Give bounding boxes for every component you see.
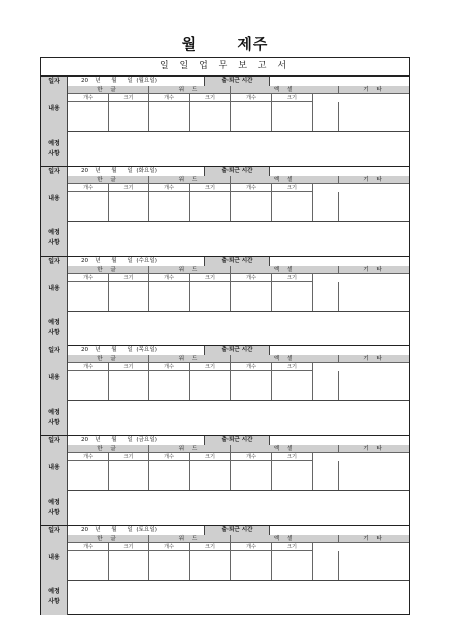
work-grid — [68, 86, 409, 131]
hangul-count-field[interactable] — [68, 461, 109, 490]
hangul-size-field[interactable] — [109, 371, 149, 400]
day-section — [41, 167, 409, 257]
word-count-field[interactable] — [149, 461, 190, 490]
word-size-label: 크기 — [190, 543, 231, 551]
content-label: 내용 — [41, 86, 68, 131]
word-count-label: 개수 — [149, 184, 190, 192]
plan-field[interactable] — [68, 580, 409, 615]
word-count-label: 개수 — [149, 94, 190, 102]
plan-label — [41, 131, 68, 166]
hangul-count-field[interactable] — [68, 551, 109, 580]
plan-field[interactable] — [68, 400, 409, 435]
other-header: 기 타 — [339, 176, 409, 184]
date-value[interactable]: 20 년 월 일 (화요일) — [81, 167, 157, 174]
content-label: 내용 — [41, 445, 68, 490]
excel-size-field[interactable] — [272, 371, 313, 400]
word-size-label: 크기 — [190, 94, 231, 102]
day-section — [41, 257, 409, 347]
word-count-field[interactable] — [149, 102, 190, 131]
word-size-label: 크기 — [190, 274, 231, 282]
content-label: 내용 — [41, 535, 68, 580]
other-header: 기 타 — [339, 535, 409, 543]
word-count-label: 개수 — [149, 274, 190, 282]
hangul-size-field[interactable] — [109, 551, 149, 580]
word-size-label: 크기 — [190, 363, 231, 371]
worktime-label: 출·퇴근 시간 — [204, 257, 270, 266]
plan-field[interactable] — [68, 221, 409, 256]
plan-label-line2: 사항 — [48, 418, 60, 426]
excel-header: 엑 셀 — [231, 176, 339, 184]
day-section — [41, 77, 409, 167]
report-title: 일 일 업 무 보 고 서 — [41, 58, 409, 77]
excel-size-field[interactable] — [272, 551, 313, 580]
worktime-label: 출·퇴근 시간 — [204, 77, 270, 86]
word-header: 워 드 — [149, 86, 231, 94]
plan-field[interactable] — [68, 311, 409, 346]
excel-header: 엑 셀 — [231, 535, 339, 543]
word-size-field[interactable] — [190, 461, 231, 490]
date-label: 일자 — [41, 77, 68, 86]
day-section — [41, 436, 409, 526]
plan-label-line2: 사항 — [48, 508, 60, 516]
hangul-count-label: 개수 — [68, 543, 109, 551]
excel-count-field[interactable] — [231, 371, 272, 400]
word-header: 워 드 — [149, 445, 231, 453]
worktime-label: 출·퇴근 시간 — [204, 346, 270, 355]
hangul-size-field[interactable] — [109, 192, 149, 221]
date-label: 일자 — [41, 346, 68, 355]
excel-count-label: 개수 — [231, 543, 272, 551]
word-size-field[interactable] — [190, 371, 231, 400]
word-count-field[interactable] — [149, 371, 190, 400]
plan-label-line2: 사항 — [48, 149, 60, 157]
word-size-field[interactable] — [190, 282, 231, 311]
other-header: 기 타 — [339, 445, 409, 453]
hangul-header: 한 글 — [68, 86, 149, 94]
date-label: 일자 — [41, 436, 68, 445]
hangul-count-field[interactable] — [68, 192, 109, 221]
plan-label-line1: 예정 — [48, 139, 60, 147]
hangul-size-field[interactable] — [109, 461, 149, 490]
content-label: 내용 — [41, 355, 68, 400]
word-count-field[interactable] — [149, 282, 190, 311]
word-header: 워 드 — [149, 266, 231, 274]
other-field[interactable] — [339, 363, 409, 400]
excel-header: 엑 셀 — [231, 445, 339, 453]
excel-extra-field[interactable] — [313, 551, 339, 580]
date-label: 일자 — [41, 526, 68, 535]
excel-extra-field[interactable] — [313, 461, 339, 490]
hangul-size-label: 크기 — [109, 543, 149, 551]
work-grid — [68, 445, 409, 490]
plan-label-line2: 사항 — [48, 598, 60, 606]
plan-label-line2: 사항 — [48, 239, 60, 247]
hangul-header: 한 글 — [68, 535, 149, 543]
word-size-field[interactable] — [190, 102, 231, 131]
plan-label — [41, 400, 68, 435]
work-grid — [68, 176, 409, 221]
excel-count-label: 개수 — [231, 274, 272, 282]
other-header: 기 타 — [339, 266, 409, 274]
word-size-field[interactable] — [190, 551, 231, 580]
hangul-size-label: 크기 — [109, 94, 149, 102]
other-field[interactable] — [339, 94, 409, 131]
hangul-header: 한 글 — [68, 266, 149, 274]
excel-size-field[interactable] — [272, 461, 313, 490]
hangul-header: 한 글 — [68, 355, 149, 363]
content-label: 내용 — [41, 176, 68, 221]
hangul-count-field[interactable] — [68, 282, 109, 311]
day-section — [41, 526, 409, 616]
excel-count-field[interactable] — [231, 461, 272, 490]
word-header: 워 드 — [149, 355, 231, 363]
day-sections — [41, 77, 409, 616]
hangul-count-field[interactable] — [68, 371, 109, 400]
excel-size-label: 크기 — [272, 274, 313, 282]
plan-field[interactable] — [68, 490, 409, 525]
excel-header: 엑 셀 — [231, 266, 339, 274]
excel-size-label: 크기 — [272, 94, 313, 102]
excel-count-field[interactable] — [231, 192, 272, 221]
day-section — [41, 346, 409, 436]
plan-label-line1: 예정 — [48, 319, 60, 327]
date-value[interactable]: 20 년 월 일 (금요일) — [81, 437, 157, 444]
hangul-size-label: 크기 — [109, 184, 149, 192]
date-label: 일자 — [41, 167, 68, 176]
excel-size-label: 크기 — [272, 543, 313, 551]
other-header: 기 타 — [339, 86, 409, 94]
date-value[interactable]: 20 년 월 일 (토요일) — [81, 526, 157, 533]
plan-field[interactable] — [68, 131, 409, 166]
excel-count-field[interactable] — [231, 551, 272, 580]
excel-extra-field[interactable] — [313, 102, 339, 131]
work-grid — [68, 535, 409, 580]
other-field[interactable] — [339, 274, 409, 311]
hangul-count-label: 개수 — [68, 453, 109, 461]
other-header: 기 타 — [339, 355, 409, 363]
word-header: 워 드 — [149, 176, 231, 184]
excel-count-label: 개수 — [231, 94, 272, 102]
hangul-count-label: 개수 — [68, 274, 109, 282]
word-count-label: 개수 — [149, 543, 190, 551]
hangul-size-label: 크기 — [109, 274, 149, 282]
work-grid — [68, 355, 409, 400]
hangul-count-field[interactable] — [68, 102, 109, 131]
plan-label — [41, 221, 68, 256]
excel-extra-field[interactable] — [313, 282, 339, 311]
plan-label-line2: 사항 — [48, 329, 60, 337]
hangul-count-label: 개수 — [68, 184, 109, 192]
content-label: 내용 — [41, 266, 68, 311]
date-value[interactable]: 20 년 월 일 (수요일) — [81, 257, 157, 264]
word-size-label: 크기 — [190, 453, 231, 461]
worktime-label: 출·퇴근 시간 — [204, 436, 270, 445]
excel-header: 엑 셀 — [231, 86, 339, 94]
excel-extra-field[interactable] — [313, 371, 339, 400]
word-count-label: 개수 — [149, 363, 190, 371]
word-size-label: 크기 — [190, 184, 231, 192]
plan-label — [41, 580, 68, 615]
excel-count-field[interactable] — [231, 282, 272, 311]
hangul-size-label: 크기 — [109, 363, 149, 371]
plan-label-line1: 예정 — [48, 408, 60, 416]
word-count-label: 개수 — [149, 453, 190, 461]
worktime-label: 출·퇴근 시간 — [204, 526, 270, 535]
hangul-count-label: 개수 — [68, 363, 109, 371]
excel-header: 엑 셀 — [231, 355, 339, 363]
date-value[interactable]: 20 년 월 일 (목요일) — [81, 347, 157, 354]
excel-size-field[interactable] — [272, 282, 313, 311]
work-grid — [68, 266, 409, 311]
page-title: 월 제주 — [181, 35, 269, 53]
hangul-count-label: 개수 — [68, 94, 109, 102]
plan-label — [41, 490, 68, 525]
hangul-size-field[interactable] — [109, 282, 149, 311]
worktime-label: 출·퇴근 시간 — [204, 167, 270, 176]
excel-count-field[interactable] — [231, 102, 272, 131]
date-label: 일자 — [41, 257, 68, 266]
word-size-field[interactable] — [190, 192, 231, 221]
hangul-header: 한 글 — [68, 445, 149, 453]
word-count-field[interactable] — [149, 551, 190, 580]
excel-size-label: 크기 — [272, 453, 313, 461]
excel-size-field[interactable] — [272, 102, 313, 131]
date-value[interactable]: 20 년 월 일 (월요일) — [81, 78, 157, 84]
other-field[interactable] — [339, 543, 409, 580]
hangul-size-field[interactable] — [109, 102, 149, 131]
plan-label — [41, 311, 68, 346]
excel-size-field[interactable] — [272, 192, 313, 221]
word-header: 워 드 — [149, 535, 231, 543]
excel-count-label: 개수 — [231, 453, 272, 461]
hangul-size-label: 크기 — [109, 453, 149, 461]
excel-extra-field[interactable] — [313, 192, 339, 221]
other-field[interactable] — [339, 453, 409, 490]
excel-count-label: 개수 — [231, 184, 272, 192]
hangul-header: 한 글 — [68, 176, 149, 184]
excel-count-label: 개수 — [231, 363, 272, 371]
plan-label-line1: 예정 — [48, 229, 60, 237]
daily-report-form — [40, 57, 410, 615]
other-field[interactable] — [339, 184, 409, 221]
plan-label-line1: 예정 — [48, 498, 60, 506]
plan-label-line1: 예정 — [48, 588, 60, 596]
excel-size-label: 크기 — [272, 363, 313, 371]
word-count-field[interactable] — [149, 192, 190, 221]
excel-size-label: 크기 — [272, 184, 313, 192]
